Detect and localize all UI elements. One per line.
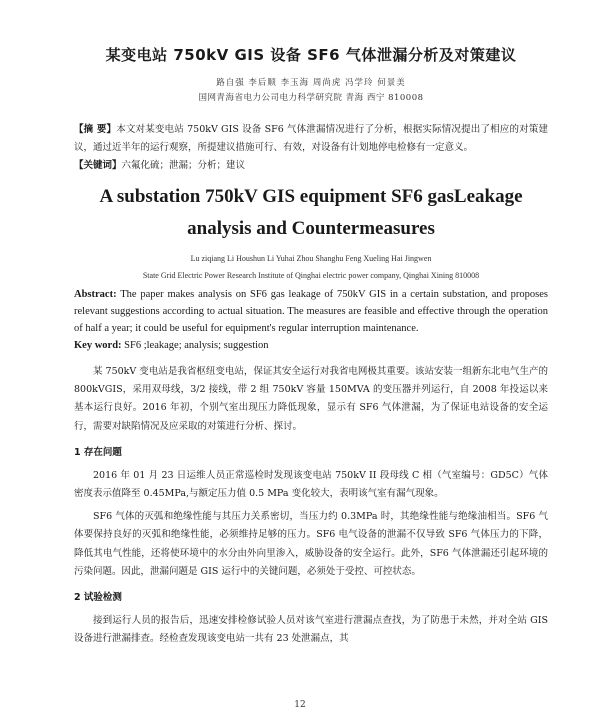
chinese-title: 某变电站 750kV GIS 设备 SF6 气体泄漏分析及对策建议 bbox=[105, 46, 517, 64]
chinese-keywords-label: 【关键词】 bbox=[74, 160, 122, 171]
english-abstract-label: Abstract: bbox=[74, 289, 117, 300]
english-authors: Lu ziqiang Li Houshun Li Yuhai Zhou Shanghu Feng Xueling Hai Jingwen bbox=[190, 254, 432, 263]
chinese-abstract bbox=[74, 121, 548, 157]
chinese-keywords bbox=[74, 157, 548, 175]
english-abstract bbox=[74, 286, 548, 337]
section-1-heading: 1 存在问题 bbox=[74, 446, 122, 458]
english-abstract-text: The paper makes analysis on SF6 gas leakage of 750kV GIS in a certain substation, and proposes relevant suggestions according to actual situation. The measures are feasible and effective through the operation of half a year; it could be useful for equipment's regular interruption maintenance. bbox=[74, 289, 548, 334]
chinese-authors: 路自强 李后顺 李玉海 周尚虎 冯学玲 何景美 bbox=[216, 78, 406, 88]
page-number: 12 bbox=[294, 700, 306, 710]
english-keywords-label: Key word: bbox=[74, 340, 122, 351]
chinese-affiliation: 国网青海省电力公司电力科学研究院 青海 西宁 810008 bbox=[198, 93, 424, 103]
english-affiliation: State Grid Electric Power Research Institute of Qinghai electric power company, Qinghai Xining 810008 bbox=[142, 271, 480, 280]
section-1-paragraph-1: 2016 年 01 月 23 日运维人员正常巡检时发现该变电站 750kV II 段母线 C 相（气室编号：GD5C）气体密度表示值降至 0.45MPa,与额定压力值 0.5 MPa 变化较大，表明该气室有漏气现象。 bbox=[74, 469, 548, 500]
chinese-abstract-label: 【摘 要】 bbox=[74, 124, 117, 135]
english-keywords-text: SF6 ;leakage; analysis; suggestion bbox=[121, 340, 269, 351]
chinese-keywords-text: 六氟化硫；泄漏；分析；建议 bbox=[121, 160, 246, 171]
section-2-heading: 2 试验检测 bbox=[74, 592, 122, 604]
english-title: A substation 750kV GIS equipment SF6 gasLeakage analysis and Countermeasures bbox=[99, 186, 523, 239]
section-1-paragraph-2: SF6 气体的灭弧和绝缘性能与其压力关系密切，当压力约 0.3MPa 时，其绝缘性能与绝缘油相当。SF6 气体要保持良好的灭弧和绝缘性能，必须维持足够的压力。SF6 电气设备的泄漏不仅导致 SF6 气体压力的下降，降低其电气性能，还将使环境中的水分由外向里渗入，威胁设备的安全运行。此外，SF6 气体泄漏还引起环境的污染问题。因此，泄漏问题是 GIS 运行中的关键问题，必须处于受控、可控状态。 bbox=[74, 511, 548, 577]
english-keywords bbox=[74, 337, 548, 354]
section-2-paragraph-1: 接到运行人员的报告后，迅速安排检修试验人员对该气室进行泄漏点查找，为了防患于未然，并对全站 GIS 设备进行泄漏排查。经检查发现该变电站一共有 23 处泄漏点，其 bbox=[74, 615, 548, 645]
intro-paragraph: 某 750kV 变电站是我省枢纽变电站，保证其安全运行对我省电网极其重要。该站安装一组新东北电气生产的 800kVGIS，采用双母线，3/2 接线，带 2 组 750kV 容量 150MVA 的变压器并列运行，自 2008 年投运以来基本运行良好。2016 年初，个别气室出现压力降低现象，显示有 SF6 气体泄漏，为了保证电站设备的安全运行，需要对缺陷情况及应采取的对策进行分析、探讨。 bbox=[74, 366, 548, 432]
chinese-abstract-text: 本文对某变电站 750kV GIS 设备 SF6 气体泄漏情况进行了分析，根据实际情况提出了相应的对策建议，通过近半年的运行观察，所提建议措施可行、有效，对设备有计划地停电检修有一定意义。 bbox=[74, 124, 549, 153]
